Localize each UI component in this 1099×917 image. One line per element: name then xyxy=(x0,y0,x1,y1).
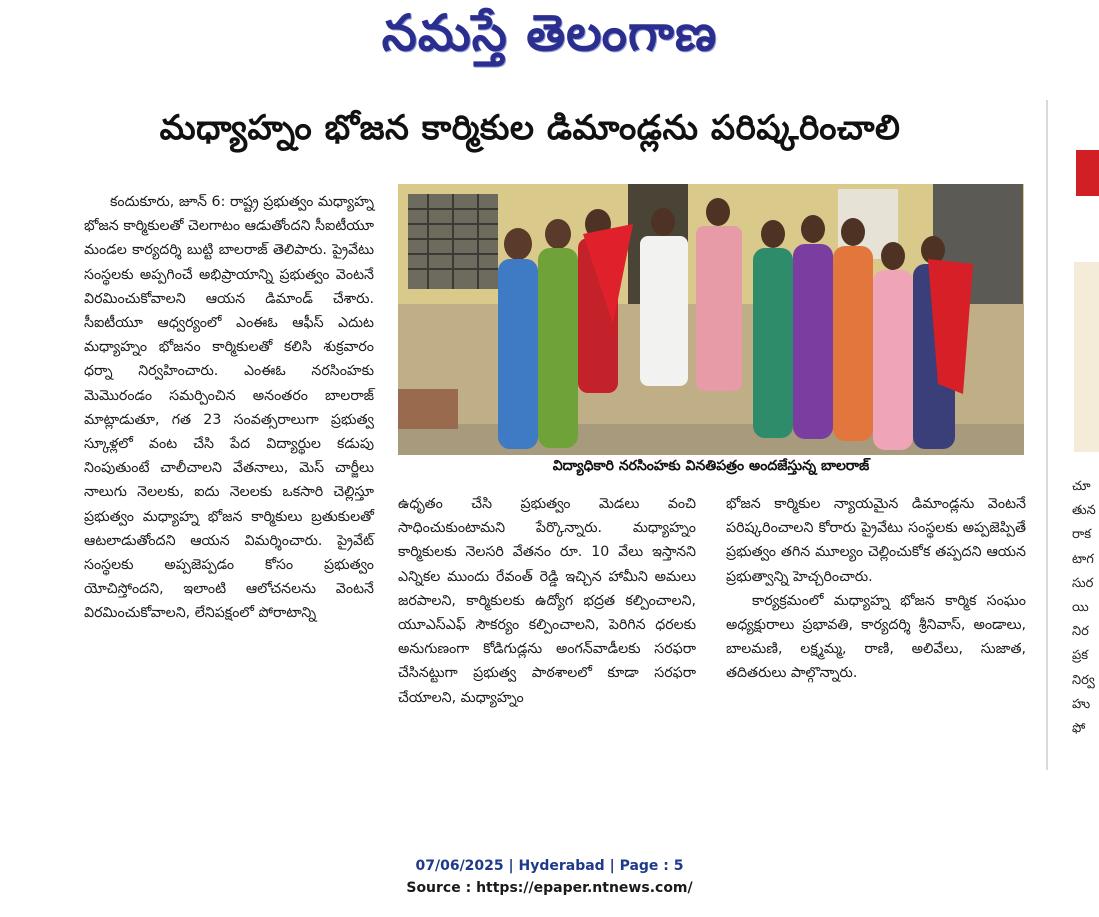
fragment-line: టాగ xyxy=(1072,551,1094,567)
column3-paragraph-2: కార్యక్రమంలో మధ్యాహ్న భోజన కార్మిక సంఘం అధ్యక్షురాలు ప్రభావతి, కార్యదర్శి శ్రీనివాస్, అండాలు, బాలమణి, లక్ష్మమ్మ, రాణి, అలివేలు, సుజాత, తదితరులు పాల్గొన్నారు. xyxy=(726,592,1026,682)
adjacent-article-sliver xyxy=(1048,140,1099,770)
fragment-line: చూ xyxy=(1072,479,1091,494)
adjacent-box-fragment xyxy=(1074,262,1099,452)
fragment-line: నిర్వ xyxy=(1072,672,1095,688)
protest-photo-illustration xyxy=(398,184,1024,455)
newspaper-masthead xyxy=(0,4,1099,75)
fragment-line: రాక xyxy=(1072,527,1092,543)
column1-paragraph: కందుకూరు, జూన్ 6: రాష్ట్ర ప్రభుత్వం మధ్యాహ్న భోజన కార్మికులతో చెలగాటం ఆడుతోందని సీఐటీయూ మండల కార్యదర్శి బుట్టి బాలరాజ్ తెలిపారు. ప్రైవేటు సంస్థలకు అప్పగించే అభిప్రాయాన్ని ప్రభుత్వం వెంటనే విరమించుకోవాలని ఆయన డిమాండ్ చేశారు. సీఐటీయూ ఆధ్వర్యంలో ఎంఈఓ ఆఫీస్ ఎదుట మధ్యాహ్నం భోజనం కార్మికులతో కలిసి శుక్రవారం ధర్నా నిర్వహించారు. ఎంఈఓ నరసింహకు మెమొరండం సమర్పించిన అనంతరం బాలరాజ్ మాట్లాడుతూ, గత 23 సంవత్సరాలుగా ప్రభుత్వ స్కూళ్లలో వంట చేసి పేద విద్యార్థుల కడుపు నింపుతుంటే చాలీచాలని వేతనాలు, మెస్ చార్జీలు నాలుగు నెలలకు, ఐదు నెలలకు ఒకసారి చెల్లిస్తూ ప్రభుత్వం మధ్యాహ్న భోజన కార్మికులు బ్రతుకులతో ఆటలాడుతోందని ఆయన విమర్శించారు. ప్రైవేట్ సంస్థలకు అప్పజెప్పడం కోసం ప్రభుత్వం యోచిస్తోందని, ఇలాంటి ఆలోచనలను వెంటనే విరమించుకోవాలని, లేనిపక్షంలో పోరాటాన్ని xyxy=(84,194,374,622)
adjacent-text-fragments xyxy=(1072,475,1099,741)
column3-paragraph-1: భోజన కార్మికుల న్యాయమైన డిమాండ్లను వెంటనే పరిష్కరించాలని కోరారు ప్రైవేటు సంస్థలకు అప్పజెప్పితే ప్రభుత్వం తగిన మూల్యం చెల్లించుకోక తప్పదని ఆయన ప్రభుత్వాన్ని హెచ్చరించారు. xyxy=(726,496,1026,585)
fragment-line: ప్రక xyxy=(1072,648,1089,664)
fragment-line: తున xyxy=(1072,503,1096,519)
fragment-line: ఫో xyxy=(1072,721,1086,737)
article-column-3 xyxy=(726,492,1026,686)
article-column-2 xyxy=(398,492,696,710)
fragment-line: హు xyxy=(1072,696,1091,712)
fragment-line: యి xyxy=(1072,600,1089,616)
adjacent-headline-fragment xyxy=(1076,150,1099,196)
masthead-title: నమస్తే తెలంగాణ xyxy=(381,4,718,62)
column2-paragraph: ఉధృతం చేసి ప్రభుత్వం మెడలు వంచి సాధించుకుంటామని పేర్కొన్నారు. మధ్యాహ్నం కార్మికులకు నెలసరి వేతనం రూ. 10 వేలు ఇస్తానని ఎన్నికల ముందు రేవంత్ రెడ్డి ఇచ్చిన హామీని అమలు జరపాలని, కార్మికులకు ఉద్యోగ భద్రత కల్పించాలని, యూఎస్ఎఫ్ సౌకర్యం కల్పించాలని, పెరిగిన ధరలకు అనుగుణంగా కోడిగుడ్లను అంగన్‌వాడీలకు సరఫరా చేసినట్టుగా ప్రభుత్వ పాఠశాలలో కూడా సరఫరా చేయాలని, మధ్యాహ్నం xyxy=(398,496,696,706)
article-headline: మధ్యాహ్నం భోజన కార్మికుల డిమాండ్లను పరిష్కరించాలి xyxy=(159,108,901,148)
fragment-line: సుర xyxy=(1072,575,1094,591)
page-footer xyxy=(0,855,1099,899)
fragment-line: నిర xyxy=(1072,624,1089,640)
footer-date-edition: 07/06/2025 | Hyderabad | Page : 5 xyxy=(415,858,684,874)
article-column-1 xyxy=(84,190,374,626)
article-photo xyxy=(398,184,1024,455)
footer-source: Source : https://epaper.ntnews.com/ xyxy=(406,880,693,896)
photo-caption: విద్యాధికారి నరసింహకు వినతిపత్రం అందజేస్తున్న బాలరాజ్ xyxy=(552,458,870,474)
